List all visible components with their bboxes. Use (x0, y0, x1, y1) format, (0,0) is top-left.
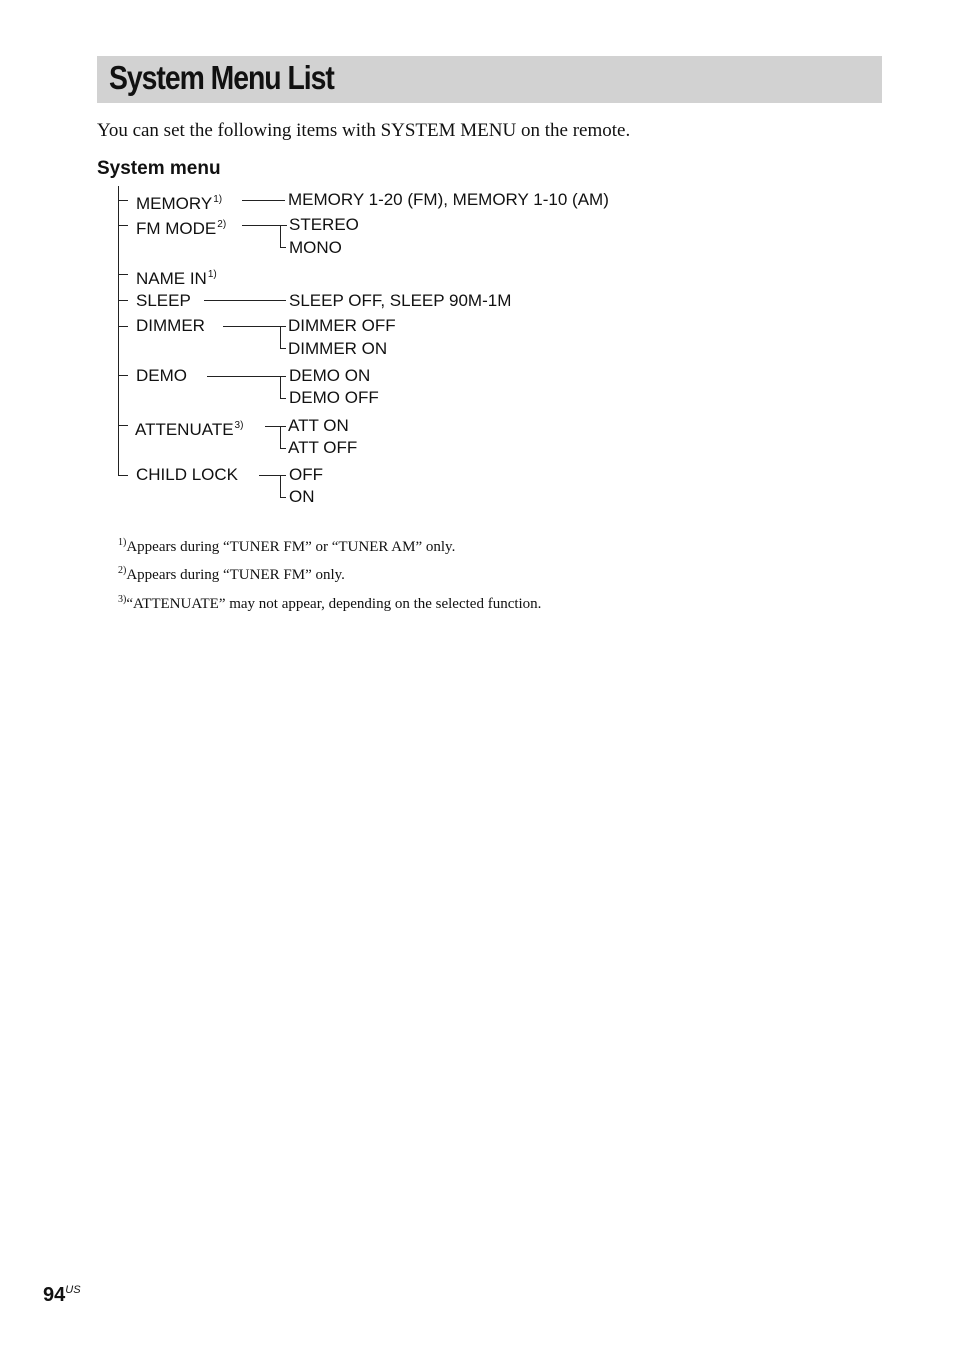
footnote-3: $^{3)}$“ATTENUATE” may not appear, depending on the selected function. (118, 594, 542, 612)
option-dimmer-on: DIMMER ON (288, 339, 388, 358)
option-att-on: ATT ON (288, 416, 349, 435)
menu-item-child-lock: CHILD LOCK (136, 465, 239, 484)
option-memory-range: MEMORY 1-20 (FM), MEMORY 1-10 (AM) (288, 190, 609, 209)
tree-branch-line (118, 375, 128, 376)
menu-item-dimmer: DIMMER (136, 316, 205, 335)
option-stereo: STEREO (289, 215, 359, 234)
option-demo-on: DEMO ON (289, 366, 371, 385)
tree-branch-line (118, 300, 128, 301)
connector-line (280, 247, 286, 248)
connector-line (280, 348, 286, 349)
menu-item-fm-mode: FM MODE$^{2)}$ (136, 219, 227, 238)
option-demo-off: DEMO OFF (289, 388, 379, 407)
option-on: ON (289, 487, 315, 506)
connector-line (207, 376, 286, 377)
footnote-2: $^{2)}$Appears during “TUNER FM” only. (118, 565, 345, 583)
menu-item-name-in: NAME IN$^{1)}$ (136, 269, 217, 288)
menu-item-attenuate: ATTENUATE$^{3)}$ (135, 420, 244, 439)
menu-item-demo: DEMO (136, 366, 187, 385)
connector-line (280, 426, 281, 448)
connector-line (223, 326, 286, 327)
tree-trunk-line (118, 186, 119, 476)
connector-line (280, 398, 286, 399)
connector-line (242, 200, 285, 201)
connector-line (280, 497, 286, 498)
connector-line (259, 475, 286, 476)
connector-line (280, 225, 281, 247)
system-menu-heading: System menu (97, 158, 221, 179)
title-bar (97, 56, 882, 103)
tree-branch-line (118, 425, 128, 426)
connector-line (280, 326, 281, 348)
connector-line (204, 300, 286, 301)
connector-line (280, 475, 281, 497)
tree-branch-line (118, 200, 128, 201)
tree-branch-line (118, 225, 128, 226)
tree-branch-line (118, 326, 128, 327)
option-sleep: SLEEP OFF, SLEEP 90M-1M (289, 291, 512, 310)
footnote-1: $^{1)}$Appears during “TUNER FM” or “TUNER AM” only. (118, 537, 456, 555)
menu-item-memory: MEMORY$^{1)}$ (136, 194, 223, 213)
tree-branch-line (118, 274, 128, 275)
option-att-off: ATT OFF (288, 438, 358, 457)
connector-line (280, 448, 286, 449)
page-number: $94^{US}$ (43, 1284, 81, 1306)
tree-branch-line (118, 475, 128, 476)
option-off: OFF (289, 465, 323, 484)
option-mono: MONO (289, 238, 342, 257)
connector-line (280, 376, 281, 398)
page-title: System Menu List (109, 59, 334, 96)
menu-item-sleep: SLEEP (136, 291, 191, 310)
connector-line (265, 426, 286, 427)
option-dimmer-off: DIMMER OFF (288, 316, 396, 335)
intro-text: You can set the following items with SYSTEM MENU on the remote. (97, 120, 631, 141)
